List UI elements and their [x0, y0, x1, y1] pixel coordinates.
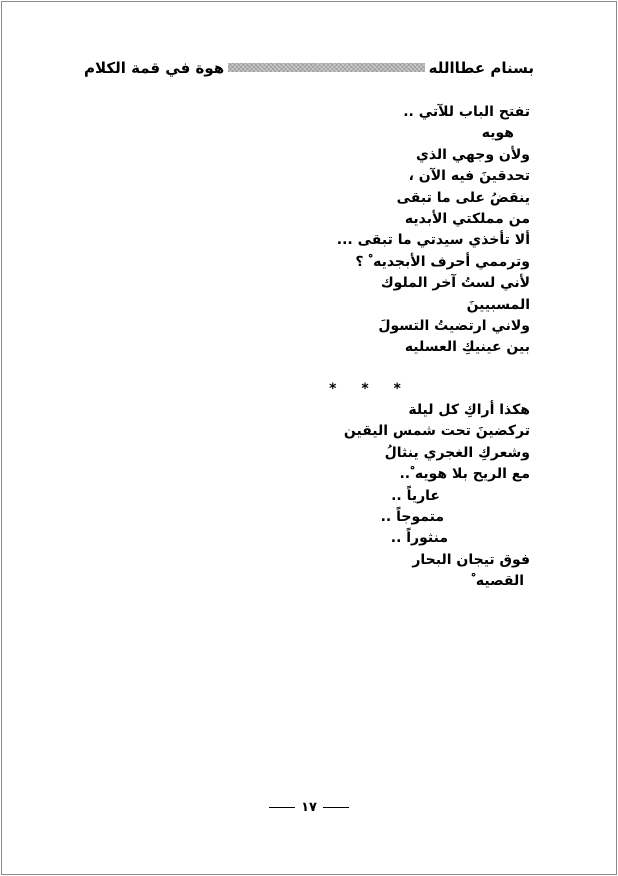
footer-dash-right	[323, 807, 349, 808]
header-author: بسنام عطاالله	[425, 58, 538, 78]
poem-line: ألا تأخذي سيدتي ما تبقى ...	[336, 232, 530, 249]
poem-line: المسبيينَ	[466, 296, 530, 313]
poem-line: هكذا أراكِ كل ليلة	[408, 402, 530, 419]
running-header	[80, 58, 538, 80]
poem-line: عارياً ..	[391, 487, 440, 504]
poem-line: ينقضُ على ما تبقى	[396, 189, 530, 206]
poem-line: فوق تيجان البحار	[412, 551, 530, 568]
poem-line: ولأن وجهي الذي	[416, 146, 530, 163]
header-book-title: هوة في قمة الكلام	[80, 58, 228, 78]
poem-line: تحدقينَ فيه الآن ،	[408, 168, 530, 185]
poem-line: متموجاً ..	[380, 509, 444, 526]
poem-line: وترممي أحرف الأبجديه ْ ؟	[355, 253, 530, 270]
stanza-gap	[250, 359, 530, 379]
poem-line: تركضينَ تحت شمس اليقين	[343, 423, 530, 440]
poem-line: بين عينيكِ العسليه	[404, 339, 530, 356]
page-number: ١٧	[301, 800, 317, 815]
footer-dash-left	[269, 807, 295, 808]
poem-line: منثوراً ..	[390, 530, 448, 547]
stanza-separator: * * *	[329, 380, 411, 397]
poem-line: ولاني ارتضيتُ التسولَ	[378, 317, 530, 334]
page-footer	[0, 800, 618, 815]
poem-body	[250, 102, 530, 593]
poem-line: وشعركِ الغجري ينثالُ	[384, 444, 530, 461]
poem-line: تفتح الباب للآتي ..	[403, 104, 530, 120]
poem-line: مع الريح بلا هويه ْ..	[399, 466, 530, 483]
poem-line: هويه	[481, 125, 514, 142]
poem-line: من مملكتي الأبديه	[404, 210, 530, 227]
poem-line: القصيه ْ	[471, 573, 524, 590]
poem-line: لأني لستُ آخر الملوك	[380, 275, 530, 292]
